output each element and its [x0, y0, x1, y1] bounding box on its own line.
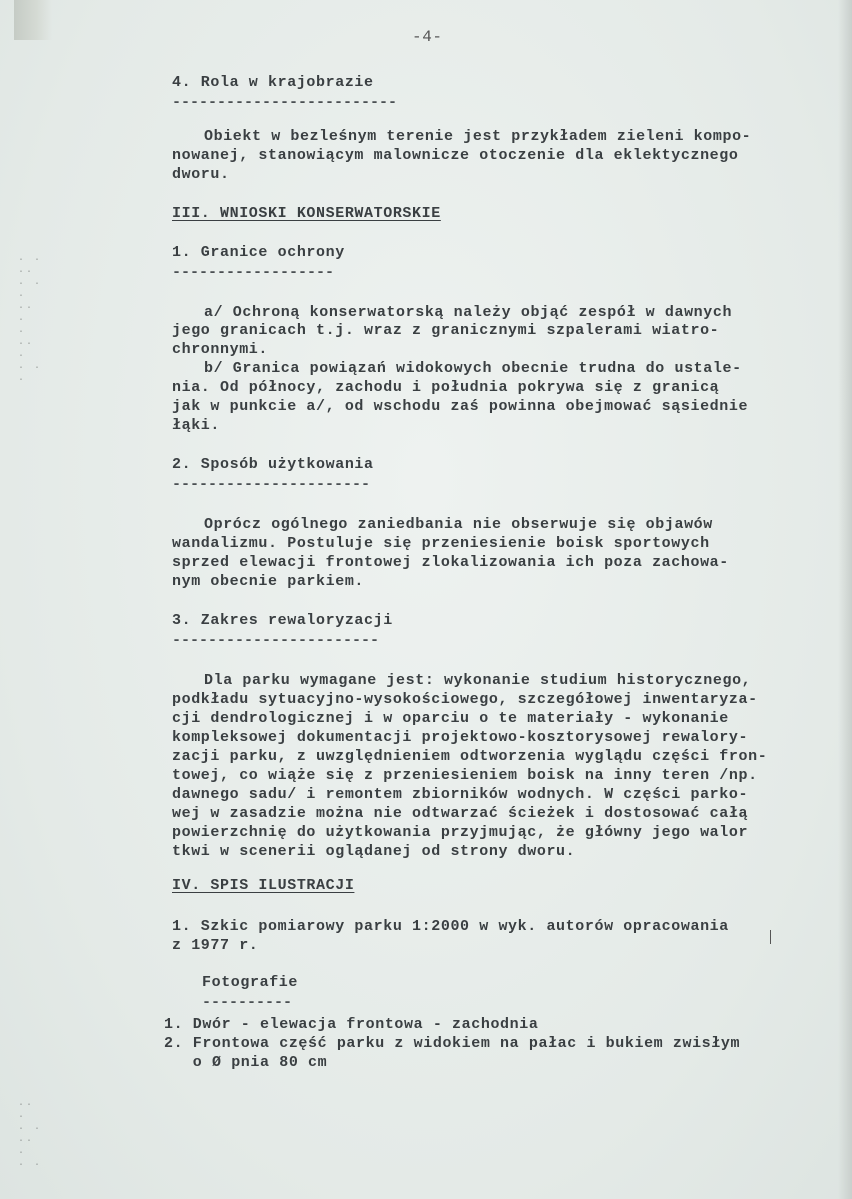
- paragraph-line: b/ Granica powiązań widokowych obecnie trudna do ustale-: [204, 360, 742, 377]
- subsection-heading-zakres: 3. Zakres rewaloryzacji: [172, 612, 393, 629]
- pen-mark: [770, 930, 771, 944]
- section-heading-rola: 4. Rola w krajobrazie: [172, 74, 374, 91]
- list-item: z 1977 r.: [172, 937, 259, 954]
- paragraph-line: sprzed elewacji frontowej zlokalizowania ich poza zachowa-: [172, 554, 729, 571]
- paragraph-line: dawnego sadu/ i remontem zbiorników wodnych. W części parko-: [172, 786, 749, 803]
- heading-underline: ----------------------: [172, 476, 371, 493]
- paragraph-line: cji dendrologicznej i w oparciu o te materiały - wykonanie: [172, 710, 729, 727]
- paragraph-line: nowanej, stanowiącym malownicze otoczenie dla eklektycznego: [172, 147, 739, 164]
- paragraph-line: powierzchnię do użytkowania przyjmując, że główny jego walor: [172, 824, 749, 841]
- heading-underline: -----------------------: [172, 632, 380, 649]
- subsection-heading-sposob: 2. Sposób użytkowania: [172, 456, 374, 473]
- list-item: 1. Szkic pomiarowy parku 1:2000 w wyk. autorów opracowania: [172, 918, 729, 935]
- paragraph-line: jego granicach t.j. wraz z granicznymi szpalerami wiatro-: [172, 322, 720, 339]
- section-heading-spis: IV. SPIS ILUSTRACJI: [172, 877, 355, 894]
- paragraph-line: chronnymi.: [172, 341, 269, 358]
- page-number: -4-: [412, 28, 443, 46]
- scan-edge-shadow-right: [838, 0, 852, 1199]
- subsection-heading-granice: 1. Granice ochrony: [172, 244, 345, 261]
- paragraph-line: wandalizmu. Postuluje się przeniesienie boisk sportowych: [172, 535, 710, 552]
- paragraph-line: podkładu sytuacyjno-wysokościowego, szczegółowej inwentaryza-: [172, 691, 758, 708]
- paragraph-line: a/ Ochroną konserwatorską należy objąć zespół w dawnych: [204, 304, 733, 321]
- paragraph-line: wej w zasadzie można nie odtwarzać ścieżek i dostosować całą: [172, 805, 749, 822]
- paragraph-line: nia. Od północy, zachodu i południa pokrywa się z granicą: [172, 379, 720, 396]
- heading-underline: ----------: [202, 994, 293, 1011]
- list-item: o Ø pnia 80 cm: [164, 1054, 328, 1071]
- punch-hole-marks-lower: ·· · · · ·· · · ·: [18, 1100, 43, 1171]
- paragraph-line: tkwi w scenerii oglądanej od strony dworu.: [172, 843, 576, 860]
- scan-edge-shadow: [14, 0, 52, 40]
- paragraph-line: zacji parku, z uwzględnieniem odtworzenia wyglądu części fron-: [172, 748, 768, 765]
- heading-underline: ------------------: [172, 264, 335, 281]
- heading-underline: -------------------------: [172, 94, 398, 111]
- paragraph-line: dworu.: [172, 166, 230, 183]
- punch-hole-marks: · · ·· · · · ·· · · ·· · · · ·: [18, 255, 43, 386]
- list-item: 1. Dwór - elewacja frontowa - zachodnia: [164, 1016, 539, 1033]
- paragraph-line: Oprócz ogólnego zaniedbania nie obserwuje się objawów: [204, 516, 713, 533]
- paragraph-line: Obiekt w bezleśnym terenie jest przykładem zieleni kompo-: [204, 128, 752, 145]
- paragraph-line: towej, co wiąże się z przeniesieniem boisk na inny teren /np.: [172, 767, 758, 784]
- paragraph-line: jak w punkcie a/, od wschodu zaś powinna obejmować sąsiednie: [172, 398, 749, 415]
- paragraph-line: łąki.: [172, 417, 221, 434]
- subheading-fotografie: Fotografie: [202, 974, 299, 991]
- paragraph-line: Dla parku wymagane jest: wykonanie studium historycznego,: [204, 672, 752, 689]
- paragraph-line: kompleksowej dokumentacji projektowo-kosztorysowej rewalory-: [172, 729, 749, 746]
- section-heading-wnioski: III. WNIOSKI KONSERWATORSKIE: [172, 205, 441, 222]
- list-item: 2. Frontowa część parku z widokiem na pałac i bukiem zwisłym: [164, 1035, 741, 1052]
- paragraph-line: nym obecnie parkiem.: [172, 573, 365, 590]
